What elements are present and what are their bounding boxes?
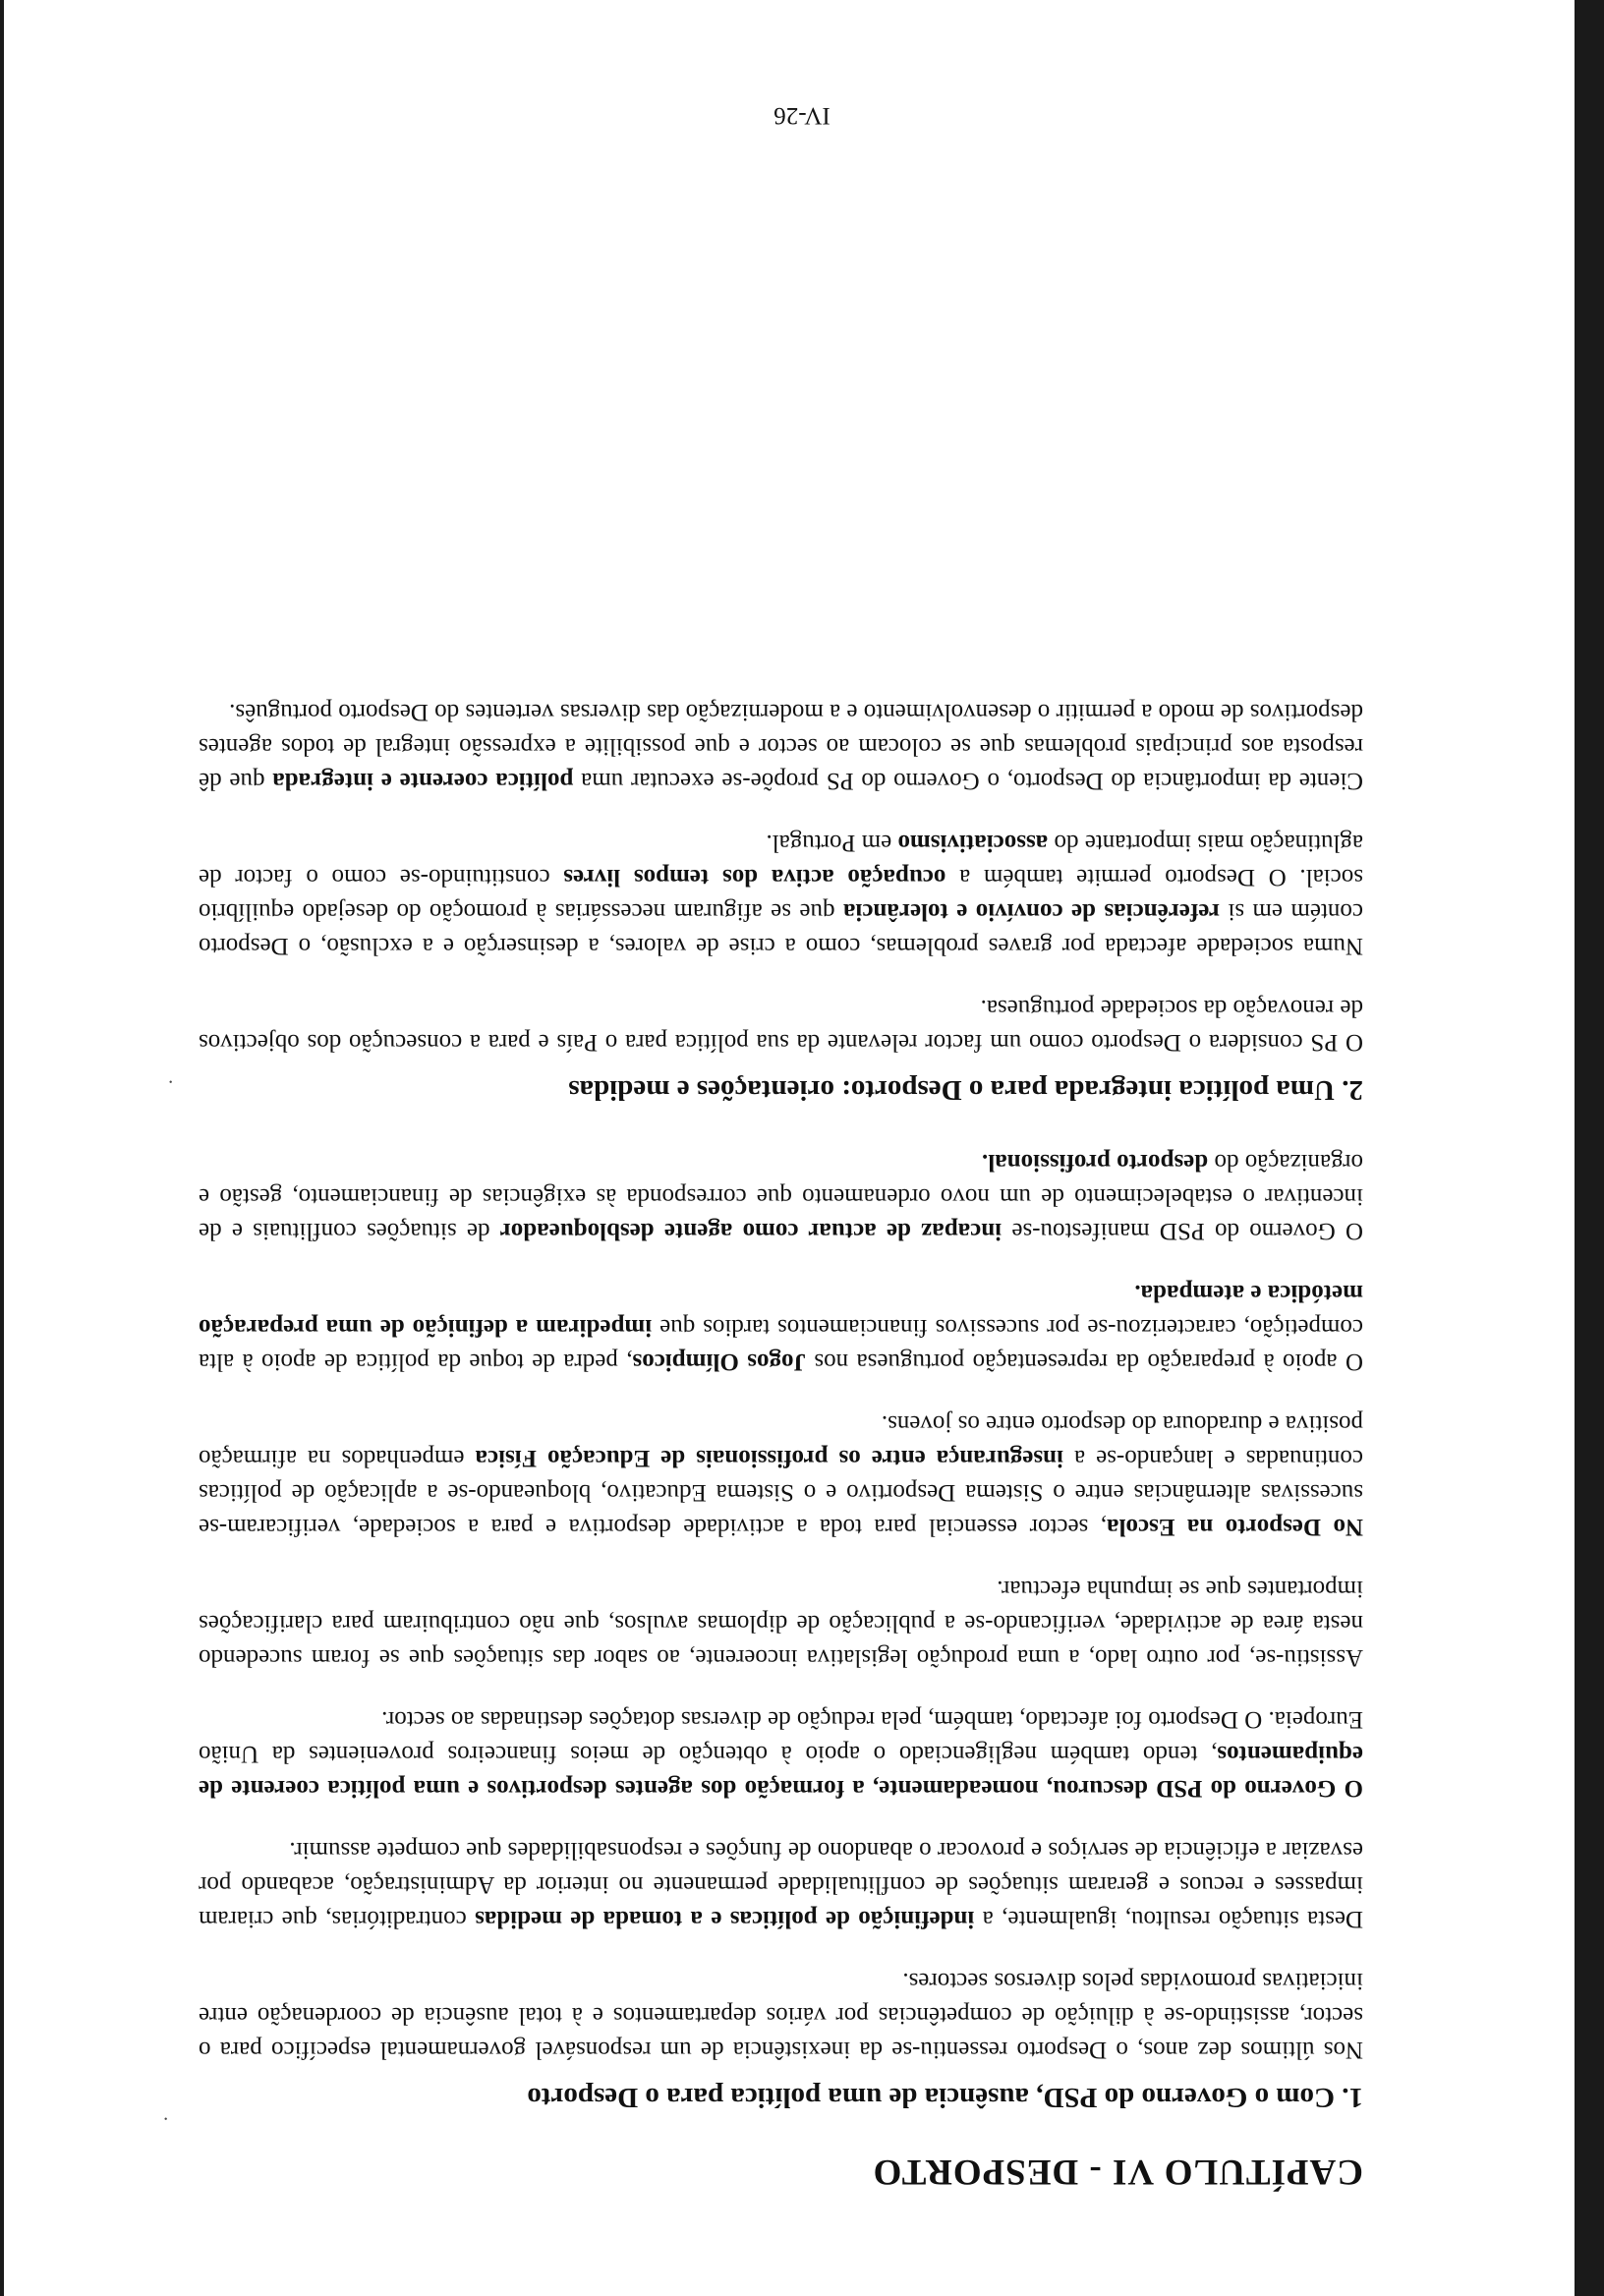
scan-speck: · (162, 2107, 169, 2129)
section-1 (199, 1145, 1363, 2113)
page-number: IV-26 (773, 102, 831, 129)
paragraph: O apoio à preparação da representação portuguesa nos Jogos Olímpicos, pedra de toque da política de apoio à alta competição, caracterizou-se por sucessivos financiamentos tardios que impediram a definição de uma preparação metódica e atempada. (198, 1280, 1363, 1375)
paragraph: O PS considera o Desporto como um factor relevante da sua política para o País e para a consecução dos objectivos de renovação da sociedade portuguesa. (199, 995, 1363, 1056)
scan-speck: · (167, 1070, 174, 1092)
paragraph: Numa sociedade afectada por graves problemas, como a crise de valores, a desinserção e a exclusão, o Desporto contém em si referências de convívio e tolerância que se afiguram necessárias à promoção do desejado equilíbrio social. O Desporto permite também a ocupação activa dos tempos livres constituindo-se como o factor de aglutinação mais importante do associativismo em Portugal. (199, 830, 1363, 959)
section-2-title: 2. Uma política integrada para o Desporto: orientações e medidas (568, 1074, 1363, 1106)
paragraph: Nos últimos dez anos, o Desporto ressentiu-se da inexistência de um responsável governamental específico para o sector, assistindo-se à diluição de competências por vários departamentos e à total ausência de coordenação entre iniciativas promovidas pelos diversos sectores. (199, 1968, 1363, 2063)
paragraph: Assistiu-se, por outro lado, a uma produção legislativa incoerente, ao sabor das situações que se foram sucedendo nesta área de actividade, verificando-se a publicação de diplomas avulsos, que não contribuiram para clarificações importantes que se impunha efectuar. (199, 1576, 1363, 1671)
paragraph: Desta situação resultou, igualmente, a indefinição de políticas e a tomada de medidas contraditórias, que criaram impasses e recuos e geraram situações de conflitualidade permanente no interior da Administração, acabando por esvaziar a eficiência de serviços e provocar o abandono de funções e responsabilidades que compete assumir. (199, 1837, 1363, 1932)
paragraph: Ciente da importância do Desporto, o Governo do PS propõe-se executar uma política coerente e integrada que dê resposta aos principais problemas que se colocam ao sector e que possibilite a expressão integral de todos agentes desportivos de modo a permitir o desenvolvimento e a modernização das diversas vertentes do Desporto português. (199, 699, 1363, 794)
scan-edge-left (1575, 0, 1604, 2296)
chapter-title: CAPÍTULO VI - DESPORTO (872, 2152, 1363, 2192)
paragraph: O Governo do PSD manifestou-se incapaz de actuar como agente desbloqueador de situações conflituais e de incentivar o estabelecimento de um novo ordenamento que corresponda às exigências de financiamento, gestão e organização do desporto profissional. (199, 1149, 1363, 1244)
paragraph: No Desporto na Escola, sector essencial para toda a actividade desportiva e para a sociedade, verificaram-se sucessivas alternâncias entre o Sistema Desportivo e o Sistema Educativo, bloqueando-se a aplicação de políticas continuadas e lançando-se a insegurança entre os profissionais de Educação Física empenhados na afirmação positiva e duradoura do desporto entre os jovens. (198, 1410, 1363, 1540)
section-2 (199, 695, 1363, 1106)
paragraph: O Governo do PSD descurou, nomeadamente, a formação dos agentes desportivos e uma política coerente de equipamentos, tendo também negligenciado o apoio à obtenção de meios financeiros provenientes da União Europeia. O Desporto foi afectado, também, pela redução de diversas dotações destinadas ao sector. (199, 1706, 1363, 1802)
scan-edge-right (0, 0, 4, 2296)
document-body (199, 656, 1363, 2193)
section-1-title: 1. Com o Governo do PSD, ausência de uma política para o Desporto (527, 2082, 1363, 2113)
